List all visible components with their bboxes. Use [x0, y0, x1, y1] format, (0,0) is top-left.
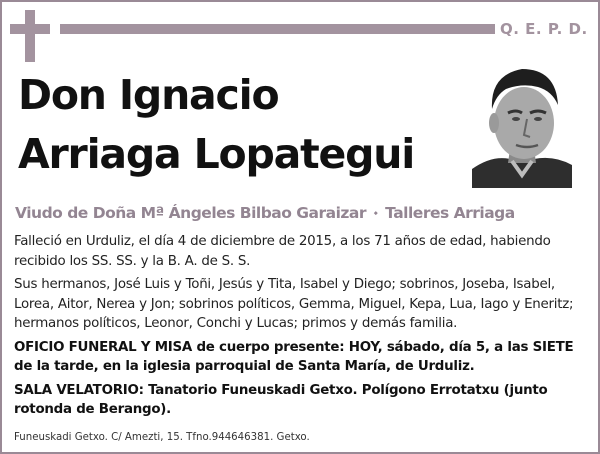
widow-of-text: Viudo de Doña Mª Ángeles Bilbao Garaizar	[15, 204, 367, 222]
header-bar	[60, 24, 495, 34]
wake-paragraph: SALA VELATORIO: Tanatorio Funeuskadi Getxo. Polígono Errotatxu (junto rotonda de Berango).	[14, 382, 548, 417]
portrait-photo	[472, 57, 572, 188]
death-paragraph: Falleció en Urduliz, el día 4 de diciembre de 2015, a los 71 años de edad, habiendo recibido los SS. SS. y la B. A. de S. S.	[14, 234, 551, 269]
notice-body	[14, 232, 586, 424]
family-paragraph: Sus hermanos, José Luis y Toñi, Jesús y Tita, Isabel y Diego; sobrinos, Joseba, Isabel, Lorea, Aitor, Nerea y Jon; sobrinos políticos, Gemma, Miguel, Kepa, Lua, Iago y Eneritz; hermanos políticos, Leonor, Conchi y Lucas; primos y demás familia.	[14, 277, 574, 331]
qepd-label: Q. E. P. D.	[500, 20, 588, 38]
cross-icon	[10, 10, 50, 62]
subtitle	[15, 204, 585, 222]
funeral-paragraph: OFICIO FUNERAL Y MISA de cuerpo presente: HOY, sábado, día 5, a las SIETE de la tarde, en la iglesia parroquial de Santa María, de Urduliz.	[14, 339, 574, 374]
footer-contact: Funeuskadi Getxo. C/ Amezti, 15. Tfno.944646381. Getxo.	[14, 432, 310, 443]
name-line-2: Arriaga Lopategui	[18, 130, 415, 178]
company-text: Talleres Arriaga	[385, 204, 515, 222]
deceased-name	[18, 66, 458, 184]
diamond-separator-icon: ⬩	[374, 208, 378, 219]
name-line-1: Don Ignacio	[18, 71, 279, 119]
